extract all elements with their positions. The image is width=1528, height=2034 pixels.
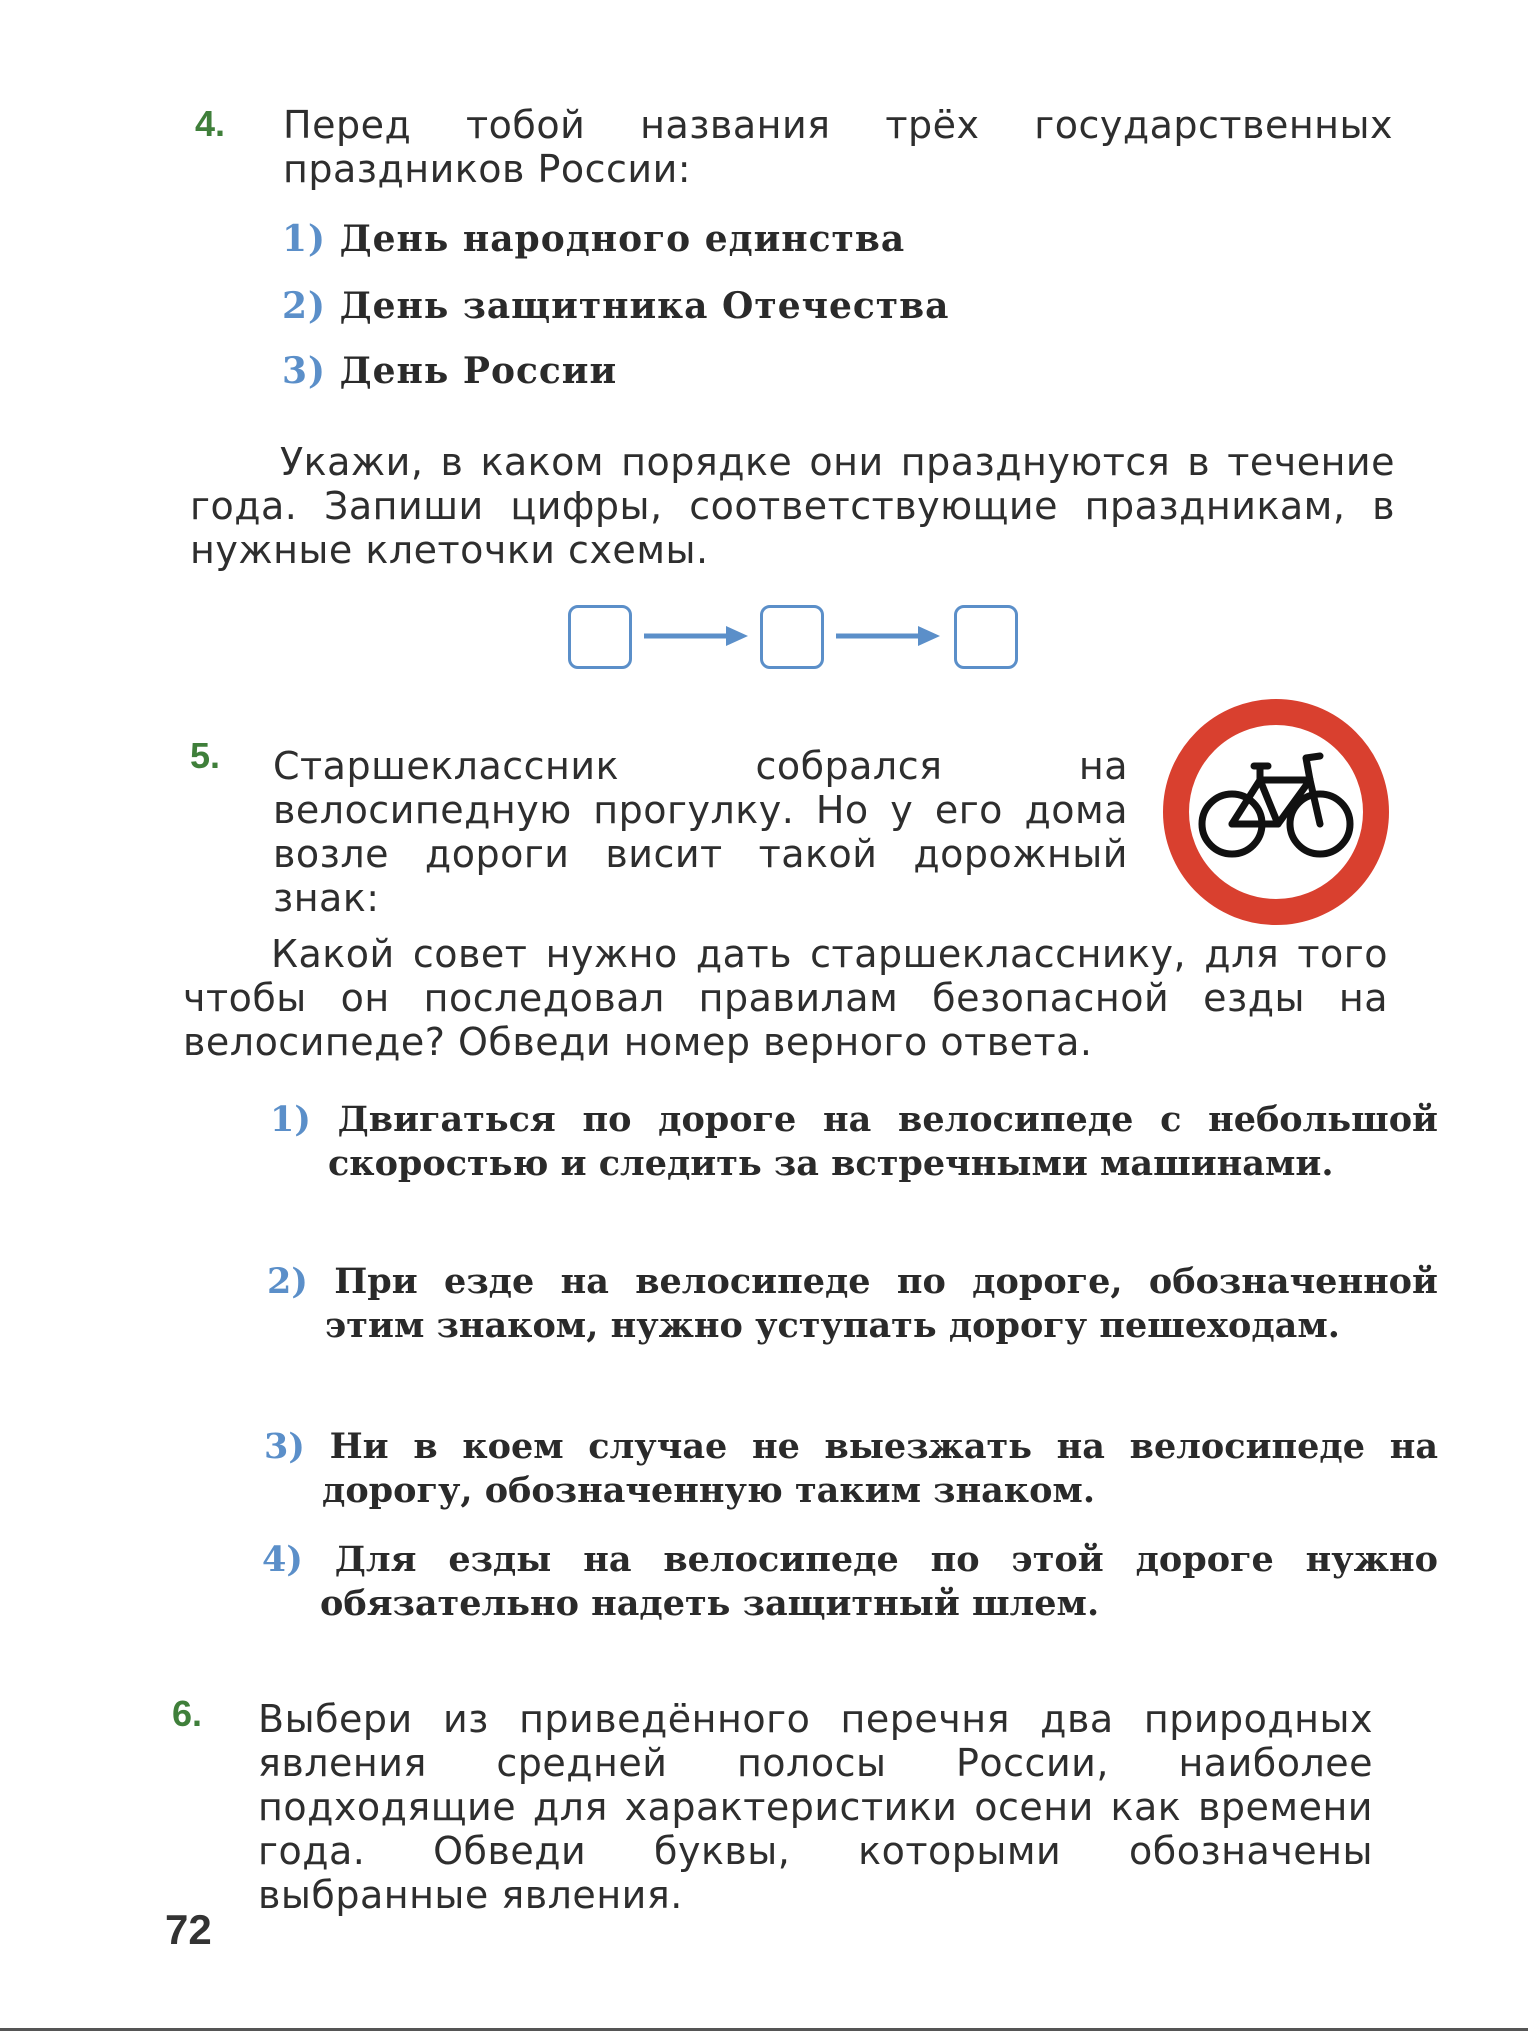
task-5-number: 5. [190,735,221,776]
option-text: Для езды на велосипеде по этой дороге нужно обязательно надеть защитный шлем. [320,1539,1438,1624]
task-6-text: Выбери из приведённого перечня два природных явления средней полосы России, наиболее подходящие для характеристики осени как времени года. Обведи буквы, которыми обозначены выбранные явления. [258,1697,1373,1917]
answer-option[interactable] [264,1425,1438,1513]
task-4-number: 4. [195,103,226,144]
option-number[interactable]: 1) [270,1099,311,1140]
answer-box-3[interactable] [954,605,1018,669]
answer-box-1[interactable] [568,605,632,669]
holiday-item [282,218,905,260]
option-number[interactable]: 2) [267,1261,308,1302]
arrow-right-icon [832,622,942,650]
option-text: При езде на велосипеде по дороге, обозначенной этим знаком, нужно уступать дорогу пешеходам. [325,1261,1438,1346]
task-4-instruction: Укажи, в каком порядке они празднуются в течение года. Запиши цифры, соответствующие праздникам, в нужные клеточки схемы. [190,440,1395,572]
option-number[interactable]: 3) [264,1426,305,1467]
option-text: Ни в коем случае не выезжать на велосипеде на дорогу, обозначенную таким знаком. [322,1426,1438,1511]
page-number: 72 [165,1906,212,1953]
answer-option[interactable] [270,1098,1438,1186]
task-5-intro: Старшеклассник собрался на велосипедную прогулку. Но у его дома возле дороги висит такой дорожный знак: [273,744,1128,920]
option-text: Двигаться по дороге на велосипеде с небольшой скоростью и следить за встречными машинами. [328,1099,1439,1184]
answer-option[interactable] [262,1538,1438,1626]
arrow-right-icon [640,622,750,650]
option-number[interactable]: 4) [262,1539,303,1580]
holiday-text: День народного единства [339,218,906,260]
page-bottom-divider [0,2028,1528,2031]
holiday-number: 1) [282,218,327,260]
answer-box-2[interactable] [760,605,824,669]
holiday-item [282,285,949,327]
holiday-text: День защитника Отечества [339,285,950,327]
holiday-number: 2) [282,285,327,327]
holiday-item [282,350,617,392]
answer-option[interactable] [267,1260,1438,1348]
holiday-number: 3) [282,350,327,392]
task-4-intro: Перед тобой названия трёх государственных праздников России: [283,103,1393,191]
no-bicycles-sign-icon [1160,696,1392,928]
holiday-text: День России [339,350,618,392]
task-5-question: Какой совет нужно дать старшекласснику, для того чтобы он последовал правилам безопасной езды на велосипеде? Обведи номер верного ответа. [183,932,1388,1064]
task-6-number: 6. [172,1693,203,1734]
